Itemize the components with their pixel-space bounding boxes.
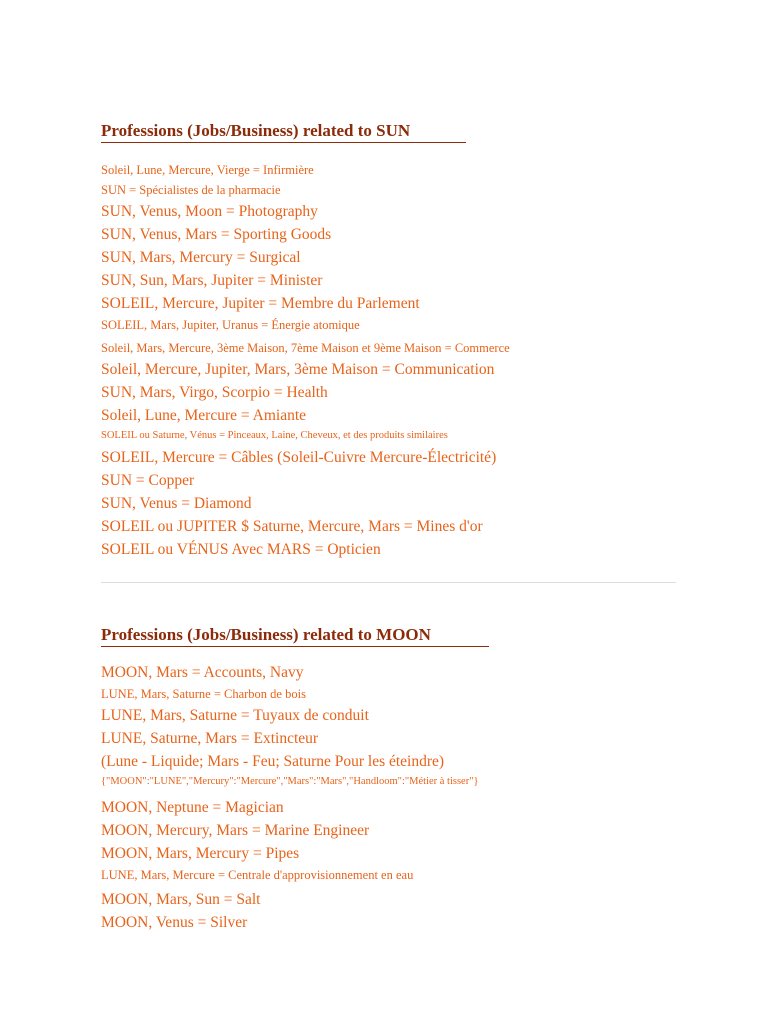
list-item: MOON, Mars = Accounts, Navy bbox=[101, 664, 304, 681]
list-item: Soleil, Mercure, Jupiter, Mars, 3ème Maison = Communication bbox=[101, 361, 495, 378]
list-item: SOLEIL, Mars, Jupiter, Uranus = Énergie atomique bbox=[101, 318, 360, 332]
list-item: SOLEIL ou Saturne, Vénus = Pinceaux, Laine, Cheveux, et des produits similaires bbox=[101, 430, 448, 441]
list-item: SUN, Venus, Mars = Sporting Goods bbox=[101, 226, 332, 243]
list-item: MOON, Mars, Sun = Salt bbox=[101, 891, 261, 908]
list-item: MOON, Venus = Silver bbox=[101, 914, 248, 931]
list-item: SUN = Spécialistes de la pharmacie bbox=[101, 183, 281, 197]
list-item: LUNE, Mars, Saturne = Charbon de bois bbox=[101, 687, 306, 701]
list-item: SOLEIL, Mercure, Jupiter = Membre du Parlement bbox=[101, 295, 420, 312]
list-item: LUNE, Mars, Mercure = Centrale d'approvisionnement en eau bbox=[101, 868, 414, 882]
list-item: LUNE, Saturne, Mars = Extincteur bbox=[101, 730, 319, 747]
list-item: SUN, Mars, Mercury = Surgical bbox=[101, 249, 301, 266]
moon-professions-list bbox=[101, 661, 681, 934]
list-item: MOON, Mercury, Mars = Marine Engineer bbox=[101, 822, 370, 839]
list-item: Soleil, Mars, Mercure, 3ème Maison, 7ème Maison et 9ème Maison = Commerce bbox=[101, 341, 510, 355]
list-item: Soleil, Lune, Mercure, Vierge = Infirmière bbox=[101, 163, 314, 177]
list-item: MOON, Mars, Mercury = Pipes bbox=[101, 845, 300, 862]
list-item: Soleil, Lune, Mercure = Amiante bbox=[101, 407, 307, 424]
list-item: MOON, Neptune = Magician bbox=[101, 799, 284, 816]
list-item: SUN, Venus = Diamond bbox=[101, 495, 252, 512]
list-item: SUN = Copper bbox=[101, 472, 195, 489]
moon-section-heading: Professions (Jobs/Business) related to MOON bbox=[101, 624, 489, 647]
list-item: LUNE, Mars, Saturne = Tuyaux de conduit bbox=[101, 707, 369, 724]
section-divider bbox=[101, 582, 676, 583]
list-item: {"MOON":"LUNE","Mercury":"Mercure","Mars":"Mars","Handloom":"Métier à tisser"} bbox=[101, 776, 479, 787]
list-item: SOLEIL ou JUPITER $ Saturne, Mercure, Mars = Mines d'or bbox=[101, 518, 483, 535]
sun-section-heading: Professions (Jobs/Business) related to SUN bbox=[101, 120, 466, 143]
list-item: SUN, Mars, Virgo, Scorpio = Health bbox=[101, 384, 328, 401]
moon-professions-section bbox=[101, 624, 681, 934]
sun-professions-list bbox=[101, 160, 681, 561]
list-item: SUN, Venus, Moon = Photography bbox=[101, 203, 318, 220]
list-item: SUN, Sun, Mars, Jupiter = Minister bbox=[101, 272, 323, 289]
list-item: SOLEIL ou VÉNUS Avec MARS = Opticien bbox=[101, 541, 381, 558]
list-item: (Lune - Liquide; Mars - Feu; Saturne Pour les éteindre) bbox=[101, 753, 445, 770]
sun-professions-section bbox=[101, 120, 681, 561]
list-item: SOLEIL, Mercure = Câbles (Soleil-Cuivre Mercure-Électricité) bbox=[101, 449, 497, 466]
